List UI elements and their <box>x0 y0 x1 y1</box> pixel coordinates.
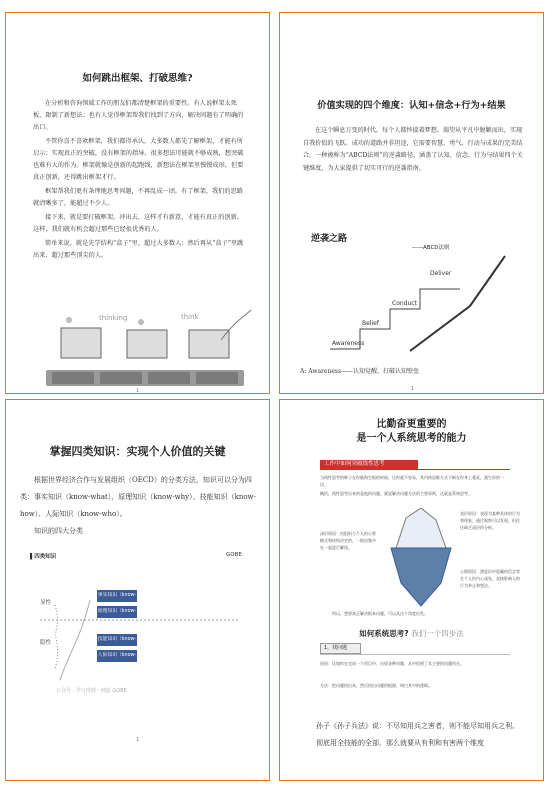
page-3-title: 掌握四类知识：实现个人价值的关键 <box>49 445 226 458</box>
page-number: 1 <box>136 737 140 743</box>
step-note: 原因：比如你在完成一个项目中，出现各种问题，从中找到了其主要的问题所在。 <box>320 661 464 666</box>
row-label-tacit: 隐性 <box>40 640 52 646</box>
box-know-how: 技能知识（know- <box>97 634 137 646</box>
page-4-paragraph: 孙子《孙子兵法》说：不尽知用兵之害者，则不能尽知用兵之利。 <box>316 722 519 730</box>
page-3-body <box>20 472 257 540</box>
page-1-paragraph: 接下来，就是要打破框架，冲出去，这样才有新意，才能有真正的创新。这样，我们就有机会超过那些已经很优秀的人。 <box>33 214 243 233</box>
side-note: 心理原因：潜意识中隐藏的信念等在个人的内心深处，直接影响人的行为举止和想法。 <box>460 569 520 588</box>
page-number: 1 <box>136 388 140 394</box>
section-divider <box>320 469 510 470</box>
diagram-brand: GOBE <box>226 552 242 558</box>
page-1-paragraph: 在分析和咨询领域工作的朋友们都清楚框架的重要性。有人说框架太死板，限制了新想法；也有人觉得框架帮我们找到了方向，解决问题有了明确的出口。 <box>33 100 244 131</box>
page-2 <box>279 12 544 394</box>
page-4-paragraph: 彻底用全技能的全部，那么就要从有利和有害两个维度 <box>316 739 484 747</box>
bullet-text: 概括，线性思考出来的是他的问题，就说解决问题方法的主要原则，这就是系统思考。 <box>320 491 472 496</box>
page-1-paragraph: 不管你喜不喜欢框架，我们都得承认，大多数人都先了解框架，才能有所启示；实现真正的突破，没有框架的指导。很多想法可能就不够成熟，想突破也难有大的作为。框架就像是创新的起跑线，新想法在框架里慢慢成形，但要真正创新，还得跳出框架才行。 <box>33 138 244 181</box>
diagram-lines <box>40 560 260 690</box>
page-1-title: 如何跳出框架、打破思维? <box>82 73 193 84</box>
step-awareness: Awareness <box>332 340 365 347</box>
ribbon-banner <box>46 370 244 386</box>
row-label-explicit: 显性 <box>40 600 52 606</box>
step-tab: 1、找问题 <box>320 643 361 654</box>
page-4-title <box>280 418 543 446</box>
page-2-caption: A: Awareness——认知觉醒，打破认知壁垒 <box>300 368 420 375</box>
step-conduct: Conduct <box>392 300 417 307</box>
box-know-who: 人际知识（know-who） <box>97 650 137 662</box>
page-2-body <box>303 125 525 175</box>
abcd-figure-title: 逆袭之路 <box>311 234 348 244</box>
watermark: 公众号 · 学习找到一到造 GOBE <box>56 688 127 694</box>
thinking-illustration <box>41 310 256 362</box>
page-1-paragraph: 框架帮我们更有条理地思考问题，不再乱成一团。有了框架，我们的思路就清晰多了，能超过不少人。 <box>33 188 243 207</box>
iceberg-note: 所以，想要真正解决根本问题，可以从这个角度出发。 <box>332 611 428 616</box>
thinking-boxes-figure <box>41 310 256 362</box>
side-note: 表层原因：表现为某种具体的行为和现象，通过观察可以发现，但往往缺乏深层的分析。 <box>460 511 520 530</box>
page-4-title-line-2: 是一个人系统思考的能力 <box>356 433 467 444</box>
abcd-figure-subtitle: ——ABCD法则 <box>412 245 450 251</box>
box-know-what: 事实知识（know- <box>97 590 137 602</box>
page-1-body <box>33 98 249 264</box>
step-belief: Belief <box>362 320 379 327</box>
side-note: 深层原因：由组织与个人的心智模式和结构决定的，一般由集中在一起进行解读。 <box>320 531 376 550</box>
bullet-text: 当线性思考的种子在你脑海生根的时候，这时就不容易，其内核思维方式不断在你身上蔓延，滋生你的一切。 <box>320 475 504 487</box>
section-red-bar: 工作中如何突破线性思考 <box>320 460 418 469</box>
box-know-why: 原理知识（know-why） <box>97 606 137 618</box>
step-divider <box>320 654 510 655</box>
banner-segment <box>52 372 94 384</box>
banner-segment <box>196 372 238 384</box>
step-note: 方法：把问题找出来，然后找出问题的根源，明白其中的逻辑。 <box>320 683 432 688</box>
page-4-title-line-1: 比勤奋更重要的 <box>376 419 447 430</box>
page-3 <box>5 399 270 781</box>
page-3-paragraph: 根据世界经济合作与发展组织（OECD）的分类方法，知识可以分为四类：事实知识（know-what）、原理知识（know-why）、技能知识（know-how）、人际知识（know-who）。 <box>20 476 256 518</box>
banner-segment <box>148 372 190 384</box>
section-heading-main: 如何系统思考? <box>359 629 409 638</box>
section-heading <box>280 628 543 639</box>
page-2-title: 价值实现的四个维度：认知+信念+行为+结果 <box>317 100 506 111</box>
thinking-word-2: think <box>181 313 199 321</box>
diagram-header: ▌四类知识 <box>30 554 57 560</box>
page-1 <box>5 12 270 394</box>
page-number: 1 <box>411 386 415 392</box>
thinking-word-1: thinking <box>99 314 128 322</box>
banner-segment <box>100 372 142 384</box>
abcd-staircase-figure <box>300 251 530 361</box>
section-heading-grey: 我们一个四步法 <box>411 629 464 638</box>
iceberg-figure <box>376 508 466 608</box>
page-3-paragraph: 知识的四大分类 <box>34 527 83 535</box>
step-deliver: Deliver <box>430 270 452 277</box>
knowledge-diagram <box>30 550 260 700</box>
page-4 <box>279 399 544 781</box>
page-1-paragraph: 简单来说，就是先学结构“盒子”里，超过大多数人；然后再从“盒子”里跳出来，超过那些顶尖的人。 <box>33 240 244 259</box>
page-2-paragraph: 在这个瞬息万变的时代，每个人都怀揣着梦想，渴望从平凡中脱颖而出，实现自我价值的飞跃。成功的道路并非坦途，它需要智慧、勇气、行动与成果的完美结合。一种被称为“ABCD法则”的逆袭路径，涵盖了认知、信念、行为与结果四个关键维度，为大家提供了切实可行的逆袭指南。 <box>303 127 523 172</box>
page-4-body <box>302 718 527 752</box>
